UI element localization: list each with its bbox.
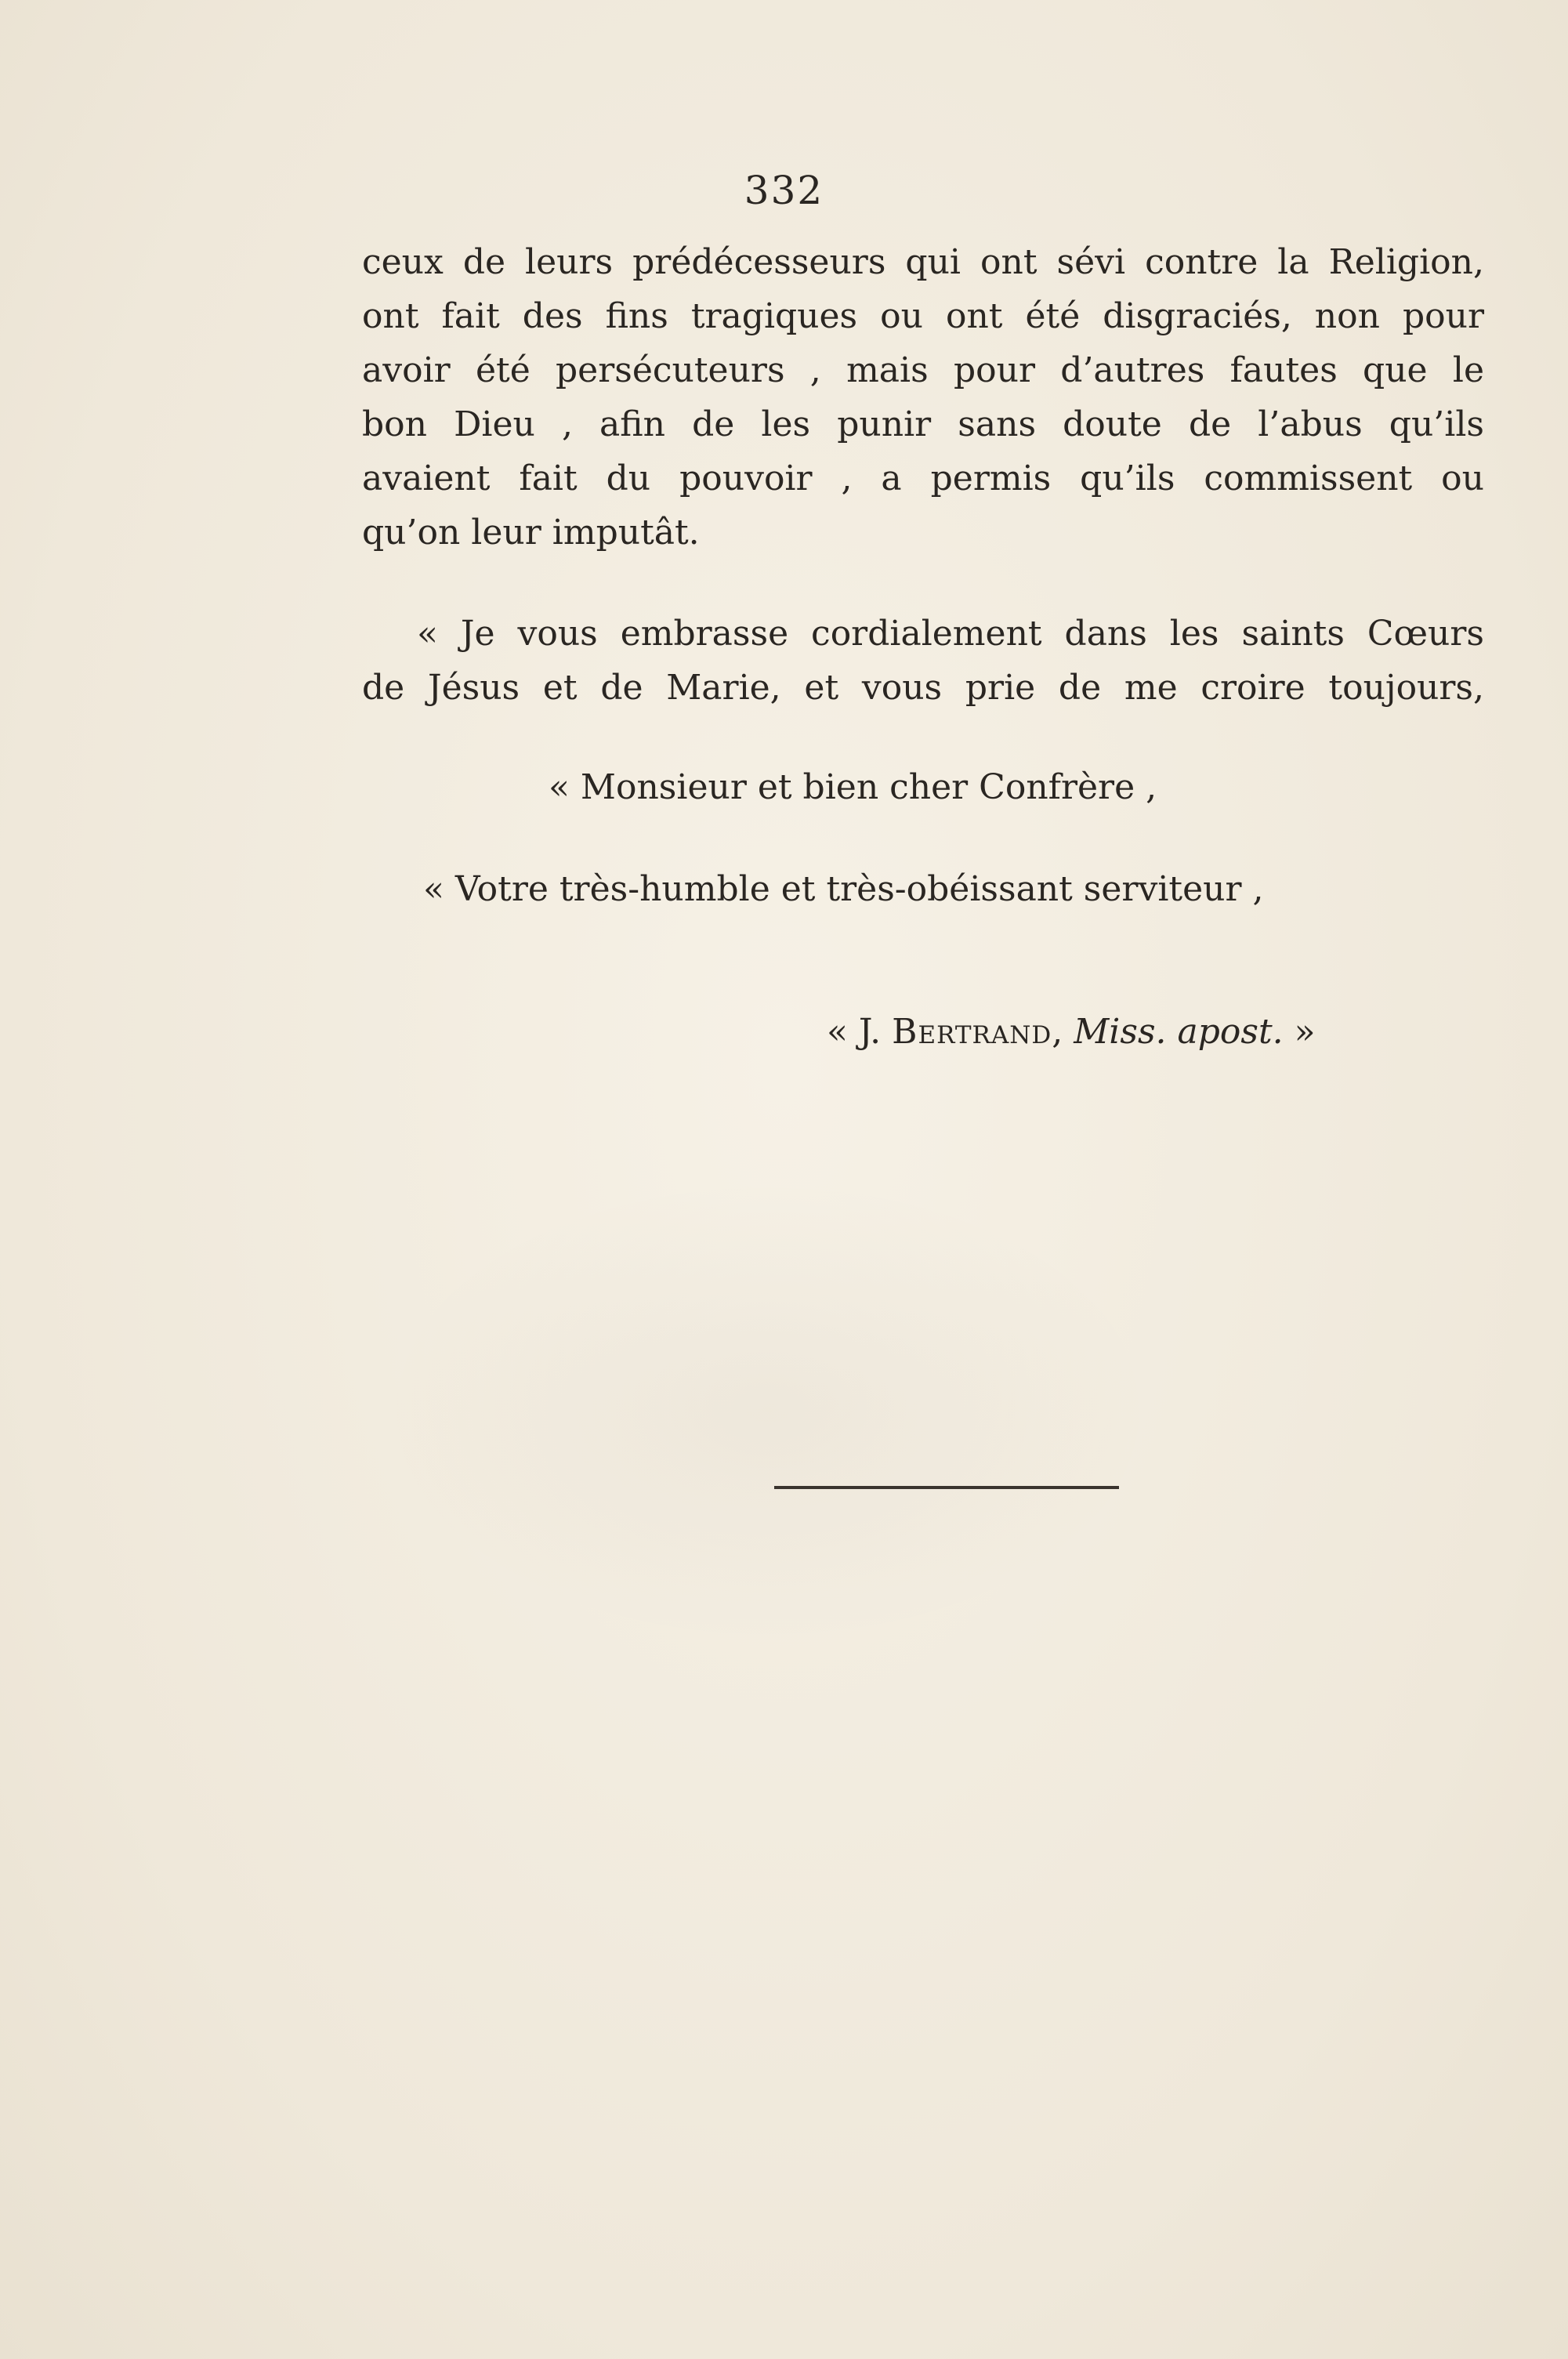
text-line: ceux de leurs prédécesseurs qui ont sévi contre la Religion, <box>362 242 1484 282</box>
signature-sep: , <box>1052 1012 1074 1052</box>
text-line: qu’on leur imputât. <box>362 513 700 553</box>
signature-close: » <box>1283 1012 1316 1052</box>
signature <box>827 1005 1316 1059</box>
text-line: avaient fait du pouvoir , a permis qu’ils commissent ou <box>362 458 1484 498</box>
paragraph-continuation <box>362 235 1484 560</box>
signature-name: Bertrand <box>892 1012 1052 1052</box>
text-line: « Je vous embrasse cordialement dans les saints Cœurs <box>417 614 1484 654</box>
bleed-through-shading <box>376 1176 1160 1646</box>
text-line: avoir été persécuteurs , mais pour d’autres fautes que le <box>362 350 1484 390</box>
section-divider-rule <box>774 1486 1119 1489</box>
page-number: 332 <box>744 168 824 213</box>
text-line: de Jésus et de Marie, et vous prie de me croire toujours, <box>362 668 1484 708</box>
salutation: « Monsieur et bien cher Confrère , <box>549 767 1157 807</box>
text-line: bon Dieu , afin de les punir sans doute de l’abus qu’ils <box>362 404 1484 444</box>
signature-title: Miss. apost. <box>1074 1012 1284 1052</box>
signature-open: « J. <box>827 1012 893 1052</box>
text-line: ont fait des fins tragiques ou ont été disgraciés, non pour <box>362 296 1484 336</box>
paragraph-closing <box>362 607 1484 715</box>
closing-formula: « Votre très-humble et très-obéissant serviteur , <box>423 869 1264 909</box>
